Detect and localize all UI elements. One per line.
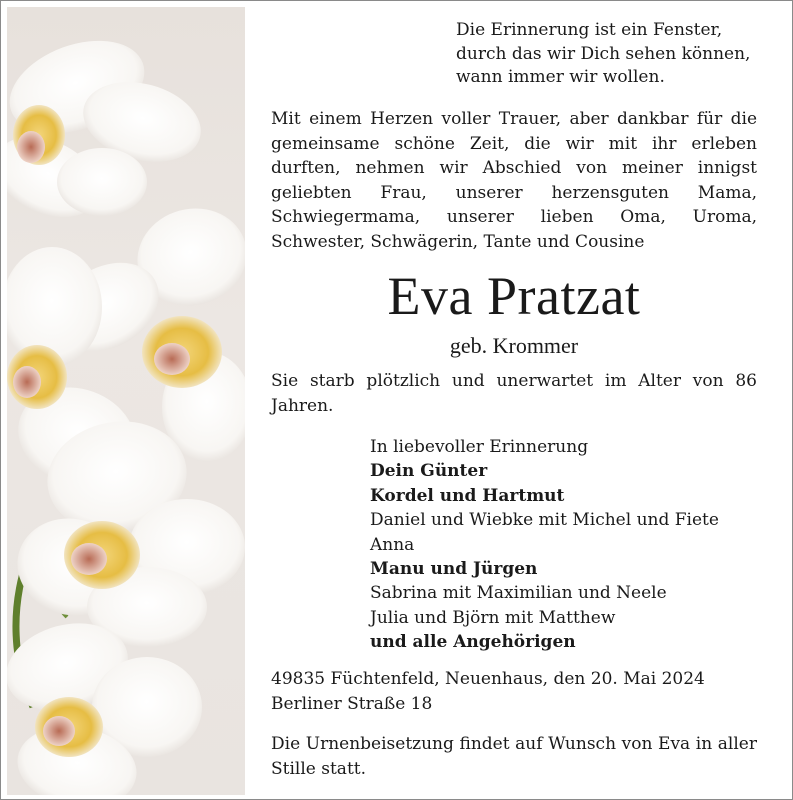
address-line: Berliner Straße 18 bbox=[271, 693, 433, 714]
mourner-line: Manu und Jürgen bbox=[370, 559, 538, 580]
quote-line: Die Erinnerung ist ein Fenster, bbox=[456, 20, 723, 40]
intro-paragraph: Mit einem Herzen voller Trauer, aber dankbar für die gemeinsame schöne Zeit, die wir mit ihr erleben durften, nehmen wir Abschied von meiner innigst geliebten Frau, unserer herzensguten Mama, Schwiegermama, unserer lieben Oma, Uroma, Schwester, Schwägerin, Tante und Cousine bbox=[271, 109, 757, 252]
memorial-quote bbox=[456, 19, 756, 90]
orchid-flower-1 bbox=[7, 24, 210, 233]
mourner-line: Daniel und Wiebke mit Michel und Fiete bbox=[370, 510, 719, 531]
mourner-line: Sabrina mit Maximilian und Neele bbox=[370, 583, 667, 604]
orchid-photo bbox=[7, 7, 245, 795]
mourner-line: In liebevoller Erinnerung bbox=[370, 437, 589, 457]
mourner-line: Kordel und Hartmut bbox=[370, 485, 565, 506]
quote-line: wann immer wir wollen. bbox=[456, 67, 665, 87]
quote-line: durch das wir Dich sehen können, bbox=[456, 43, 751, 64]
mourners-list bbox=[370, 435, 760, 655]
deceased-name: Eva Pratzat bbox=[387, 266, 641, 326]
mourner-line: Anna bbox=[370, 534, 415, 555]
place-and-date bbox=[271, 667, 757, 716]
mourner-line: Julia und Björn mit Matthew bbox=[370, 607, 616, 628]
mourner-line: Dein Günter bbox=[370, 461, 488, 482]
death-notice: Sie starb plötzlich und unerwartet im Alter von 86 Jahren. bbox=[271, 371, 757, 416]
burial-note: Die Urnenbeisetzung findet auf Wunsch von Eva in aller Stille statt. bbox=[271, 734, 757, 779]
place-date-line: 49835 Füchtenfeld, Neuenhaus, den 20. Mai 2024 bbox=[271, 669, 705, 689]
orchid-illustration bbox=[7, 7, 245, 795]
mourner-line: und alle Angehörigen bbox=[370, 632, 576, 653]
birth-name: geb. Krommer bbox=[449, 333, 579, 358]
